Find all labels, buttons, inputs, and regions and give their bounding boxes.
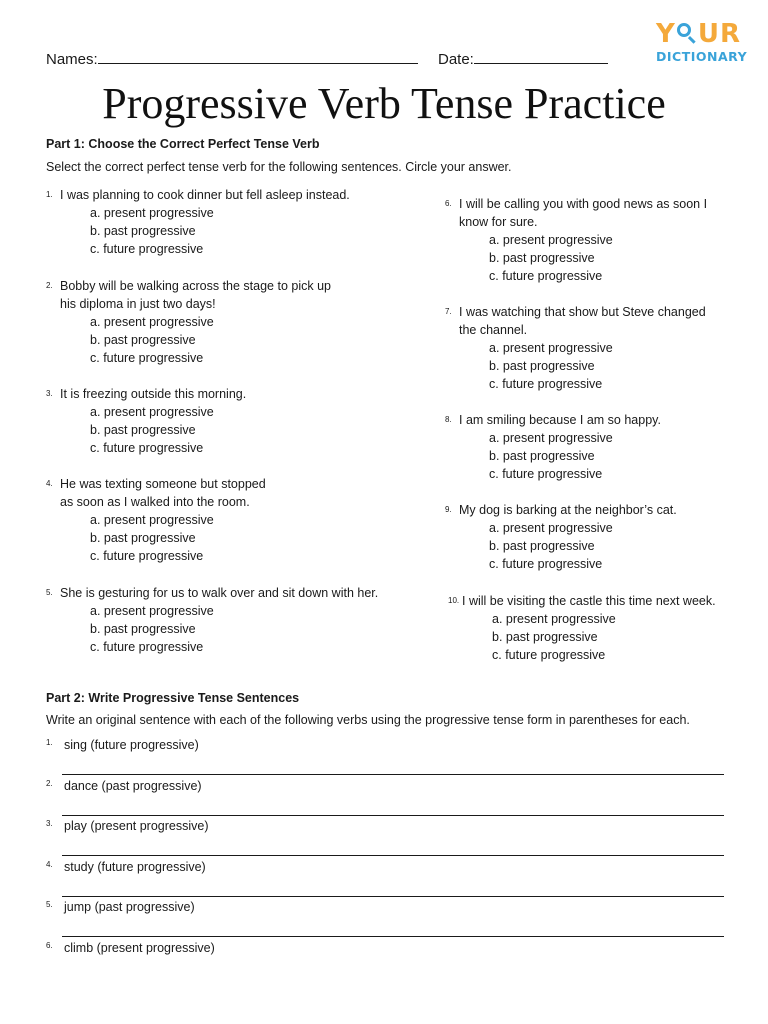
part2-item-1 <box>46 738 199 752</box>
question-text <box>46 584 379 602</box>
question-line: the channel. <box>459 323 528 337</box>
question-line: I was watching that show but Steve changed <box>459 305 706 319</box>
part1-instruction: Select the correct perfect tense verb for the following sentences. Circle your answer. <box>46 160 512 174</box>
answer-option[interactable]: c. future progressive <box>90 640 204 654</box>
answer-option[interactable]: b. past progressive <box>90 531 196 545</box>
answer-option[interactable]: c. future progressive <box>489 557 603 571</box>
answer-options <box>90 511 266 565</box>
answer-options <box>90 313 331 367</box>
answer-option[interactable]: b. past progressive <box>90 333 196 347</box>
question-line: his diploma in just two days! <box>60 297 216 311</box>
question-text <box>46 186 350 204</box>
part2-item-3 <box>46 819 209 833</box>
answer-option[interactable]: b. past progressive <box>489 251 595 265</box>
logo-dictionary: DICTIONARY <box>656 49 748 64</box>
item-prompt: study (future progressive) <box>64 859 206 874</box>
answer-option[interactable]: c. future progressive <box>90 351 204 365</box>
answer-options <box>489 231 707 285</box>
question-5 <box>46 584 379 656</box>
item-number: 4. <box>46 859 53 869</box>
page-title: Progressive Verb Tense Practice <box>102 79 666 128</box>
answer-options <box>90 602 378 656</box>
part1-heading: Part 1: Choose the Correct Perfect Tense Verb <box>46 137 320 151</box>
question-text <box>46 475 266 511</box>
answer-option[interactable]: b. past progressive <box>489 359 595 373</box>
question-text <box>445 303 706 339</box>
answer-line[interactable] <box>62 896 724 897</box>
question-line: He was texting someone but stopped <box>60 477 266 491</box>
item-prompt: climb (present progressive) <box>64 940 215 955</box>
part2-item-5 <box>46 900 195 914</box>
answer-option[interactable]: c. future progressive <box>489 269 603 283</box>
question-line: I was planning to cook dinner but fell asleep instead. <box>60 188 350 202</box>
part2-item-4 <box>46 860 206 874</box>
answer-option[interactable]: a. present progressive <box>489 521 613 535</box>
answer-option[interactable]: a. present progressive <box>489 431 613 445</box>
question-text <box>46 385 247 403</box>
logo-your: Y UR <box>656 19 741 49</box>
question-text <box>46 277 331 313</box>
answer-option[interactable]: b. past progressive <box>90 423 196 437</box>
answer-option[interactable]: b. past progressive <box>489 539 595 553</box>
question-7 <box>445 303 706 393</box>
answer-option[interactable]: c. future progressive <box>489 377 603 391</box>
question-text <box>448 592 716 610</box>
question-6 <box>445 195 708 285</box>
question-number: 9. <box>445 505 452 514</box>
item-number: 5. <box>46 900 53 909</box>
question-text <box>445 411 661 429</box>
answer-options <box>489 429 661 483</box>
question-number: 10. <box>448 596 460 605</box>
question-line: It is freezing outside this morning. <box>60 387 247 401</box>
question-line: My dog is barking at the neighbor’s cat. <box>459 503 677 517</box>
part2-item-2 <box>46 779 202 793</box>
question-number: 1. <box>46 190 53 199</box>
question-3 <box>46 385 247 457</box>
item-prompt: sing (future progressive) <box>64 738 199 752</box>
question-text <box>445 501 677 519</box>
date-label: Date: <box>438 51 474 68</box>
answer-line[interactable] <box>62 774 724 775</box>
question-line: as soon as I walked into the room. <box>60 495 250 509</box>
item-number: 3. <box>46 819 53 828</box>
question-line: Bobby will be walking across the stage to pick up <box>60 279 331 293</box>
question-8 <box>445 411 661 483</box>
answer-option[interactable]: c. future progressive <box>492 648 606 662</box>
question-1 <box>46 186 350 258</box>
answer-option[interactable]: a. present progressive <box>90 315 214 329</box>
question-number: 6. <box>445 199 452 208</box>
part2-instruction: Write an original sentence with each of the following verbs using the progressive tense form in parentheses for each. <box>46 713 690 727</box>
answer-option[interactable]: b. past progressive <box>90 622 196 636</box>
date-blank[interactable] <box>474 48 608 64</box>
answer-option[interactable]: a. present progressive <box>489 233 613 247</box>
question-line: I will be visiting the castle this time next week. <box>462 594 716 608</box>
item-prompt: dance (past progressive) <box>64 778 202 793</box>
item-number: 6. <box>46 940 53 950</box>
answer-option[interactable]: b. past progressive <box>489 449 595 463</box>
answer-line[interactable] <box>62 936 724 937</box>
magnifier-icon <box>676 22 698 44</box>
question-number: 3. <box>46 389 53 398</box>
answer-option[interactable]: a. present progressive <box>90 604 214 618</box>
question-number: 2. <box>46 281 53 290</box>
question-9 <box>445 501 677 573</box>
question-line: I will be calling you with good news as soon I <box>459 197 708 211</box>
yourdictionary-logo <box>656 20 751 64</box>
part2-heading: Part 2: Write Progressive Tense Sentences <box>46 691 300 705</box>
answer-options <box>90 403 246 457</box>
question-line: She is gesturing for us to walk over and sit down with her. <box>60 586 379 600</box>
answer-option[interactable]: c. future progressive <box>489 467 603 481</box>
names-field[interactable] <box>46 48 418 68</box>
part2-item-6 <box>46 941 215 955</box>
question-number: 4. <box>46 479 53 488</box>
names-label: Names: <box>46 51 98 68</box>
question-number: 8. <box>445 415 452 424</box>
answer-line[interactable] <box>62 855 724 856</box>
answer-option[interactable]: c. future progressive <box>90 242 204 256</box>
question-line: know for sure. <box>459 215 538 229</box>
answer-option[interactable]: a. present progressive <box>489 341 613 355</box>
names-blank[interactable] <box>98 48 418 64</box>
answer-option[interactable]: a. present progressive <box>90 513 214 527</box>
answer-option[interactable]: a. present progressive <box>492 612 616 626</box>
question-10 <box>448 592 716 664</box>
item-number: 1. <box>46 738 53 747</box>
date-field[interactable] <box>438 48 608 68</box>
answer-options <box>492 610 716 664</box>
item-prompt: jump (past progressive) <box>64 900 195 914</box>
question-2 <box>46 277 331 367</box>
answer-line[interactable] <box>62 815 724 816</box>
question-line: I am smiling because I am so happy. <box>459 413 661 427</box>
answer-options <box>489 519 677 573</box>
question-number: 5. <box>46 588 53 597</box>
answer-option[interactable]: a. present progressive <box>90 206 214 220</box>
question-number: 7. <box>445 307 452 316</box>
answer-options <box>90 204 350 258</box>
answer-option[interactable]: a. present progressive <box>90 405 214 419</box>
question-4 <box>46 475 266 565</box>
item-prompt: play (present progressive) <box>64 819 209 833</box>
answer-option[interactable]: b. past progressive <box>492 630 598 644</box>
question-text <box>445 195 708 231</box>
answer-options <box>489 339 706 393</box>
answer-option[interactable]: c. future progressive <box>90 549 204 563</box>
answer-option[interactable]: b. past progressive <box>90 224 196 238</box>
answer-option[interactable]: c. future progressive <box>90 441 204 455</box>
item-number: 2. <box>46 778 53 788</box>
